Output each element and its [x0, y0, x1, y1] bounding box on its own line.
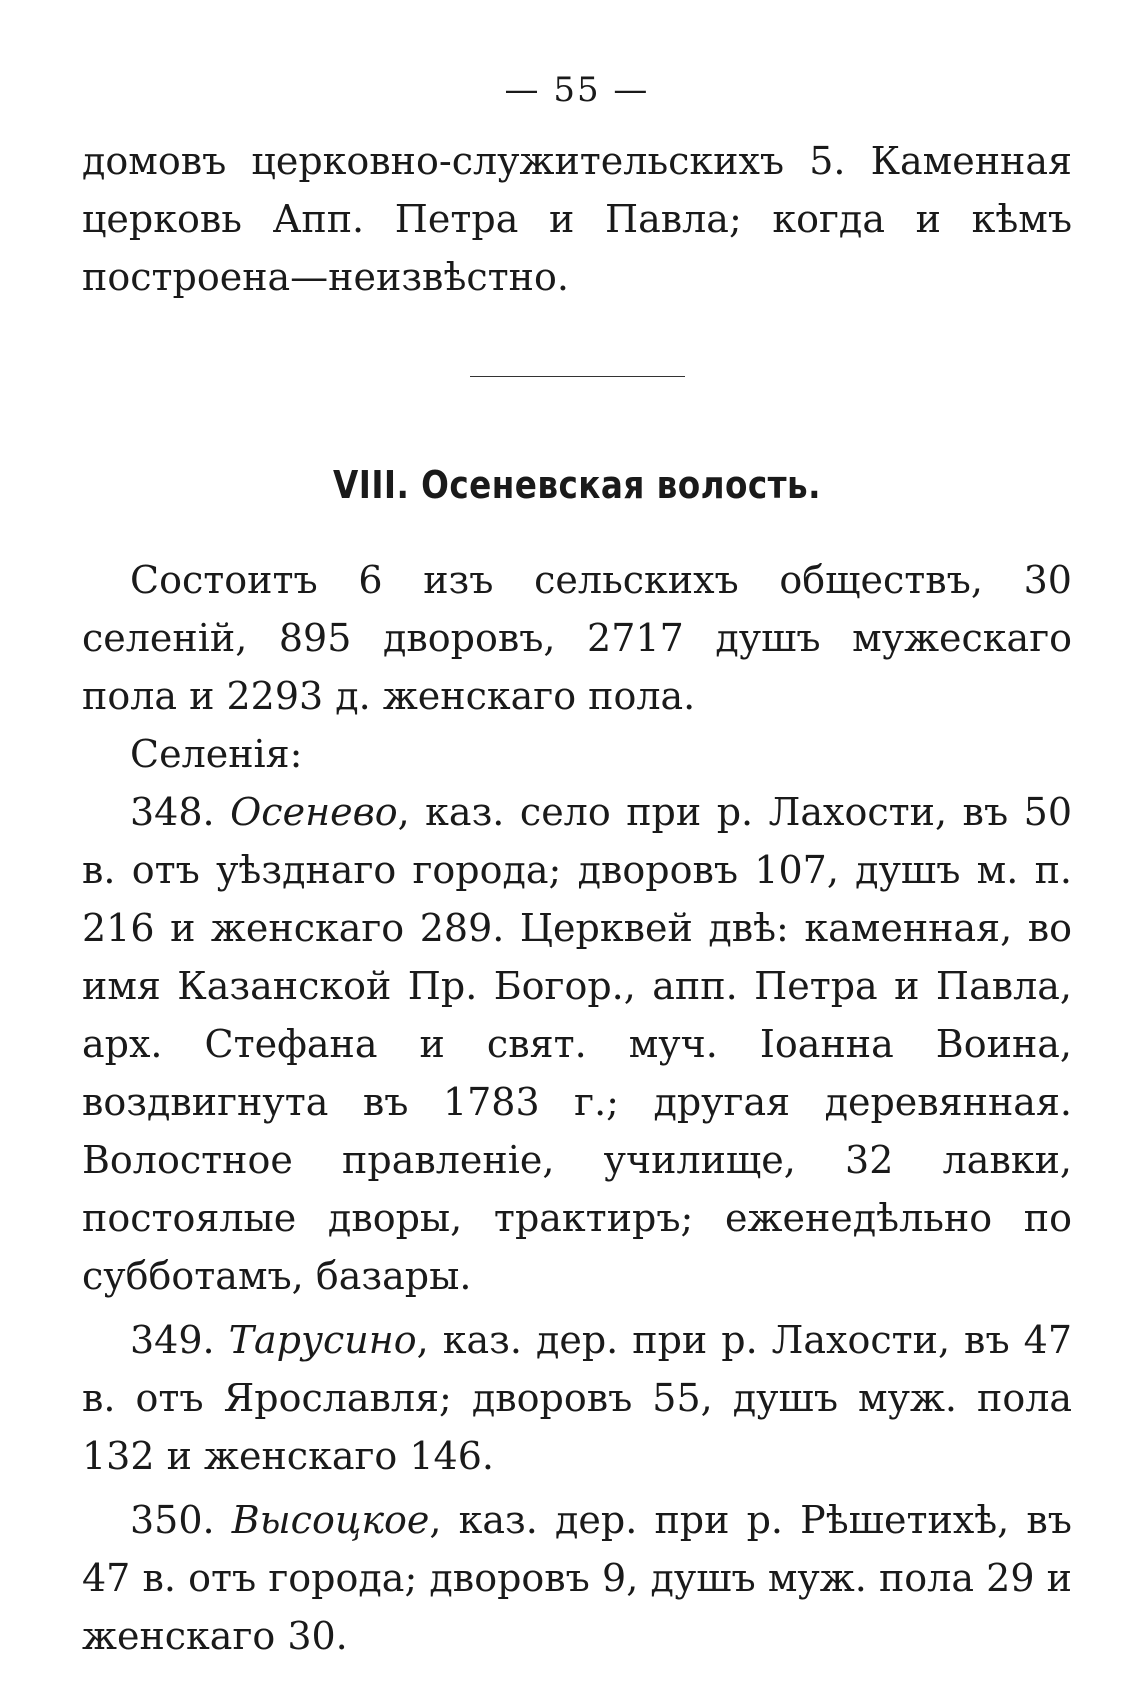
intro-paragraph: домовъ церковно-служительскихъ 5. Каменная церковь Апп. Петра и Павла; когда и кѣмъ построена—неизвѣстно. [82, 139, 1072, 299]
entry-name: Высоцкое [231, 1498, 430, 1542]
entry-name: Тарусино [228, 1318, 417, 1362]
entry-text: , каз. дер. при р. Лахости, въ 47 в. отъ Ярославля; дворовъ 55, душъ муж. пола 132 и женскаго 146. [82, 1318, 1072, 1478]
section-summary: Состоитъ 6 изъ сельскихъ обществъ, 30 селеній, 895 дворовъ, 2717 душъ мужескаго пола и 2293 д. женскаго пола. [82, 558, 1072, 718]
settlement-entry-350 [82, 1491, 1072, 1665]
settlements-label: Селенія: [130, 732, 303, 776]
entry-text: , каз. село при р. Лахости, въ 50 в. отъ уѣзднаго города; дворовъ 107, душъ м. п. 216 и женскаго 289. Церквей двѣ: каменная, во имя Казанской Пр. Богор., апп. Петра и Павла, арх. Стефана и свят. муч. Іоанна Воина, воздвигнута въ 1783 г.; другая деревянная. Волостное правленіе, училище, 32 лавки, постоялые дворы, трактиръ; еженедѣльно по субботамъ, базары. [82, 790, 1072, 1298]
page-number: — 55 — [504, 70, 650, 110]
settlement-entry-348 [82, 783, 1072, 1305]
section-title: VIII. Осеневская волость. [333, 463, 821, 507]
entry-number: 349. [130, 1318, 215, 1362]
settlement-entry-349 [82, 1311, 1072, 1485]
document-page [82, 70, 1072, 1671]
entry-text: , каз. дер. при р. Рѣшетихѣ, въ 47 в. отъ города; дворовъ 9, душъ муж. пола 29 и женскаго 30. [82, 1498, 1072, 1658]
entry-name: Осенево [230, 790, 398, 834]
entry-number: 348. [130, 790, 215, 834]
section-divider [470, 376, 685, 377]
entry-number: 350. [130, 1498, 215, 1542]
